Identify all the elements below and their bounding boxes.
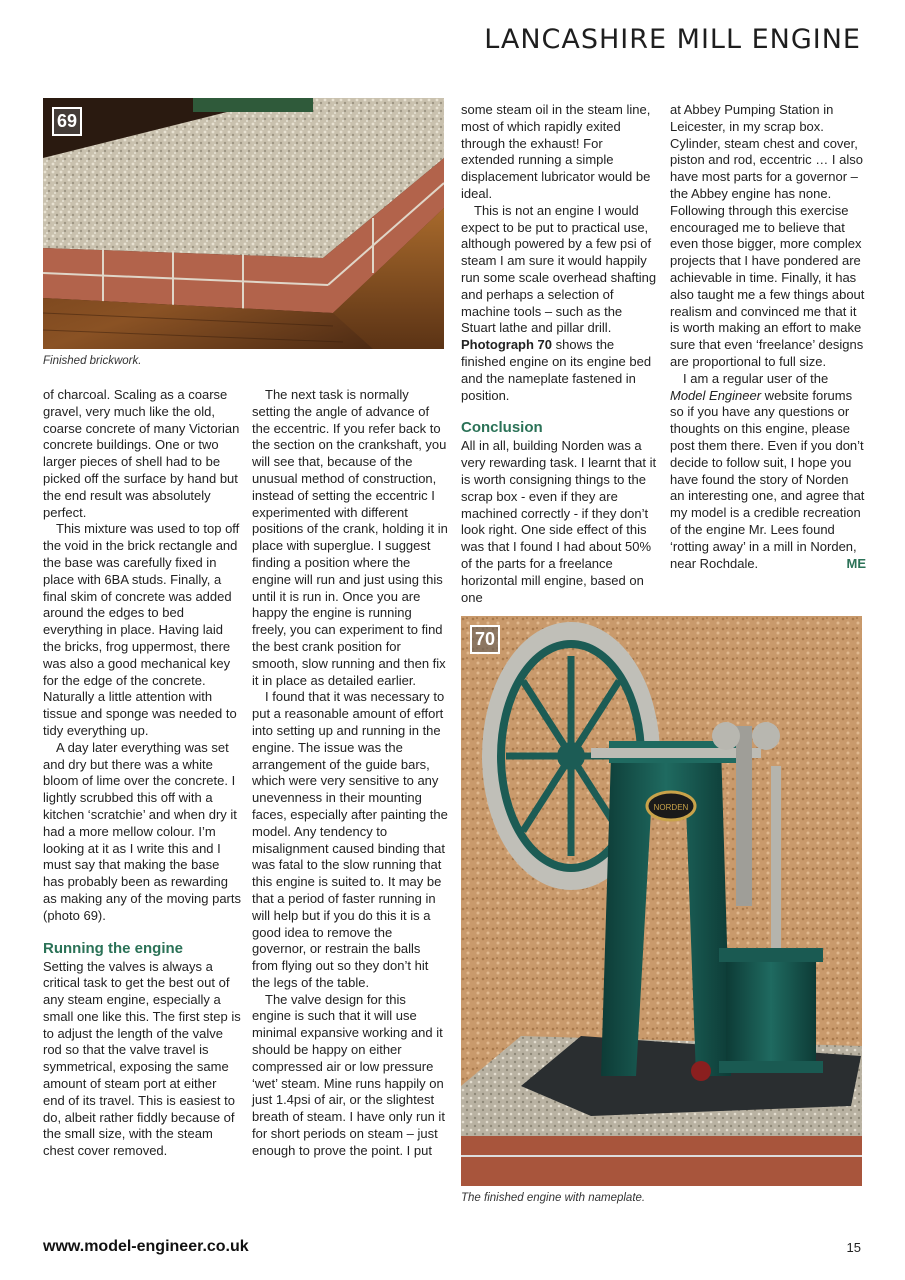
text-run: I am a regular user of the	[683, 370, 829, 386]
paragraph: The valve design for this engine is such that it will use minimal expansive working and it should be happy on either compressed air or low pressure ‘wet’ steam. Mine runs happily on just 1.4psi of air, or the slightest breath of steam. I have only run it for short periods on steam – just enough to prove the point. I put	[252, 991, 445, 1158]
paragraph: The next task is normally setting the angle of advance of the eccentric. If you refer back to the section on the crankshaft, you will see that, because of the unusual method of construction, instead of setting the eccentric I experimented with different positions of the crank, holding it in place with superglue. I suggest finding a position where the engine will run and just using this until it is run in. Once you are happy the engine is running freely, you can experiment to find the best crank position for smooth, slow running and then fix it in place as detailed earlier.	[252, 387, 448, 688]
end-mark: ME	[846, 555, 866, 571]
paragraph: A day later everything was set and dry but there was a white bloom of lime over the concrete. I lightly scrubbed this off with a kitchen ‘scratchie’ and when dry it had a more mellow colour. I’m looking at it as I write this and I must say that making the base has probably been as rewarding as making any of the moving parts (photo 69).	[43, 739, 241, 923]
engine-image	[461, 616, 862, 1186]
photo-number-69: 69	[52, 107, 82, 136]
paragraph: This mixture was used to top off the void in the brick rectangle and the base was carefully fixed in place with 6BA studs. Finally, a final skim of concrete was added around the edges to bed everything in place. Having laid the bricks, frog uppermost, there was also a good mechanical key for the edge of the concrete. Naturally a little attention with tissue and sponge was needed to tidy everything up.	[43, 521, 240, 738]
section-heading-running: Running the engine	[43, 939, 183, 957]
paragraph: All in all, building Norden was a very rewarding task. I learnt that it is worth consigning things to the scrap box - even if they are machined correctly - if they don’t look right. One side effect of this was that I found I had about 50% of the parts for a freelance horizontal mill engine, based on one	[461, 438, 657, 605]
text-run: This is not an engine I would expect to be put to practical use, although powered by a few psi of steam I am sure it would happily run some scale overhead shafting and perhaps a selection of machine tools – such as the Stuart lathe and pillar drill.	[461, 202, 657, 336]
paragraph	[670, 371, 866, 573]
paragraph: I found that it was necessary to put a reasonable amount of effort into setting up and running in the engine. The issue was the arrangement of the guide bars, which were very sensitive to any unevenness in their mounting faces, especially after painting the model. Any tendency to misalignment caused binding that was fatal to the slow running that this engine is suited to. It may be that a period of faster running in will help but if you do this it is a good idea to remove the governor, or restrain the balls from flying out so they don’t hit the legs of the table.	[252, 689, 448, 990]
photo-70	[461, 616, 862, 1186]
paragraph: some steam oil in the steam line, most of which rapidly exited through the exhaust! For extended running a simple displacement lubricator would be ideal.	[461, 102, 651, 201]
photo-number-70: 70	[470, 625, 500, 654]
text-run: shows the finished engine on its engine bed and the nameplate fastened in position.	[461, 337, 652, 403]
text-run: website forums so if you have any questions or thoughts on this engine, please post them there. Even if you don’t decide to follow suit, I hope you have found the story of Norden an interesting one, and agree that my model is a credible recreation of the engine Mr. Lees found ‘rotting away’ in a mill in Norden, near Rochdale.	[670, 387, 865, 571]
footer-website-url[interactable]: www.model-engineer.co.uk	[43, 1238, 249, 1255]
section-heading-conclusion: Conclusion	[461, 419, 543, 437]
text-column-1	[43, 387, 241, 1160]
paragraph: at Abbey Pumping Station in Leicester, in my scrap box. Cylinder, steam chest and cover, piston and rod, eccentric … I also have most parts for a governor – the Abbey engine has none. Following through this exercise encouraged me to believe that even those bigger, more complex projects that I have pondered are achievable in time. Finally, it has also taught me a few things about realism and convinced me that it is worth making an effort to make sure that even ‘freelance’ designs are proportional to full size.	[670, 102, 865, 369]
photo-69	[43, 98, 444, 349]
paragraph: Setting the valves is always a critical task to get the best out of any steam engine, especially a small one like this. The first step is to adjust the length of the valve rod so that the valve travel is symmetrical, exposing the same amount of steam port at either end of its travel. This is easiest to do, albeit rather fiddly because of the small size, with the steam chest cover removed.	[43, 958, 241, 1159]
photo-70-caption: The finished engine with nameplate.	[461, 1192, 646, 1204]
text-column-2	[252, 387, 448, 1160]
page-header-title: LANCASHIRE MILL ENGINE	[484, 24, 861, 55]
photo-reference: Photograph 70	[461, 337, 553, 353]
paragraph: of charcoal. Scaling as a coarse gravel, very much like the old, coarse concrete of many Victorian concrete buildings. One or two larger pieces of shell had to be picked off the surface by hand but the end result was absolutely perfect.	[43, 387, 240, 520]
nameplate-text: NORDEN	[653, 803, 689, 812]
page-number: 15	[846, 1240, 861, 1255]
text-column-4	[670, 102, 866, 572]
brickwork-image	[43, 98, 444, 349]
publication-name: Model Engineer	[670, 387, 762, 403]
paragraph	[461, 203, 657, 405]
text-column-3	[461, 102, 657, 606]
photo-69-caption: Finished brickwork.	[43, 355, 142, 367]
